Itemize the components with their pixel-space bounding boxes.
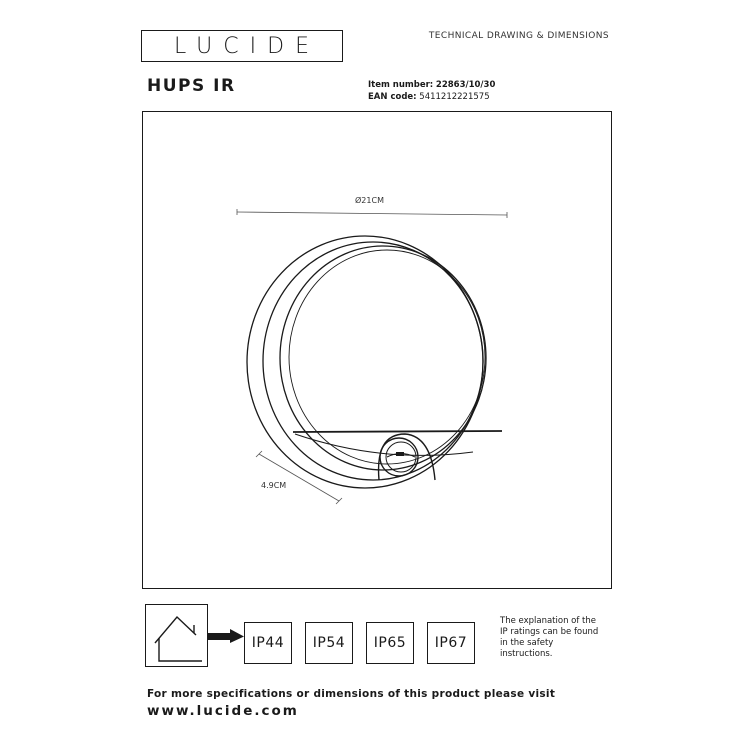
depth-tick-right xyxy=(336,498,342,504)
depth-label: 4.9CM xyxy=(261,481,287,490)
lamp-middle-ring xyxy=(263,242,483,480)
ir-sensor-lens-inner xyxy=(386,442,416,472)
footer-website-link[interactable]: www.lucide.com xyxy=(147,703,299,719)
document-title: TECHNICAL DRAWING & DIMENSIONS xyxy=(428,31,609,41)
ean-value: 5411212221575 xyxy=(419,92,490,102)
ip-rating-ip44: IP44 xyxy=(244,622,292,664)
footer-text: For more specifications or dimensions of this product please visit xyxy=(147,688,556,700)
technical-drawing-frame xyxy=(142,111,612,589)
ip-note-line: instructions. xyxy=(500,649,553,659)
ip-rating-ip54: IP54 xyxy=(305,622,353,664)
arrow-right-icon xyxy=(208,628,244,644)
item-number-value: 22863/10/30 xyxy=(435,80,496,90)
indoor-outdoor-house-box xyxy=(145,604,208,667)
ip-rating-ip65: IP65 xyxy=(366,622,414,664)
lamp-body xyxy=(247,236,486,488)
ip-note-line: in the safety xyxy=(500,638,554,648)
depth-tick-left xyxy=(256,451,262,457)
house-icon xyxy=(146,605,207,666)
product-name: HUPS IR xyxy=(147,76,236,96)
ip-explanation-note xyxy=(500,616,610,660)
diameter-label: Ø21CM xyxy=(355,196,384,205)
product-meta xyxy=(368,79,495,103)
ir-sensor xyxy=(379,434,435,480)
ip-note-line: The explanation of the xyxy=(500,616,597,626)
lamp-drawing xyxy=(143,112,613,590)
ip-rating-ip67: IP67 xyxy=(427,622,475,664)
item-number-label: Item number: xyxy=(368,80,434,90)
depth-dimension-line xyxy=(259,454,339,501)
ip-note-line: IP ratings can be found xyxy=(500,627,599,637)
brand-logo-text: LUCIDE xyxy=(174,33,320,59)
diameter-dimension-line xyxy=(237,212,507,215)
item-number-row xyxy=(368,79,495,91)
ean-row xyxy=(368,91,495,103)
ean-label: EAN code: xyxy=(368,92,417,102)
sensor-band-line xyxy=(293,431,502,432)
brand-logo xyxy=(141,30,343,62)
